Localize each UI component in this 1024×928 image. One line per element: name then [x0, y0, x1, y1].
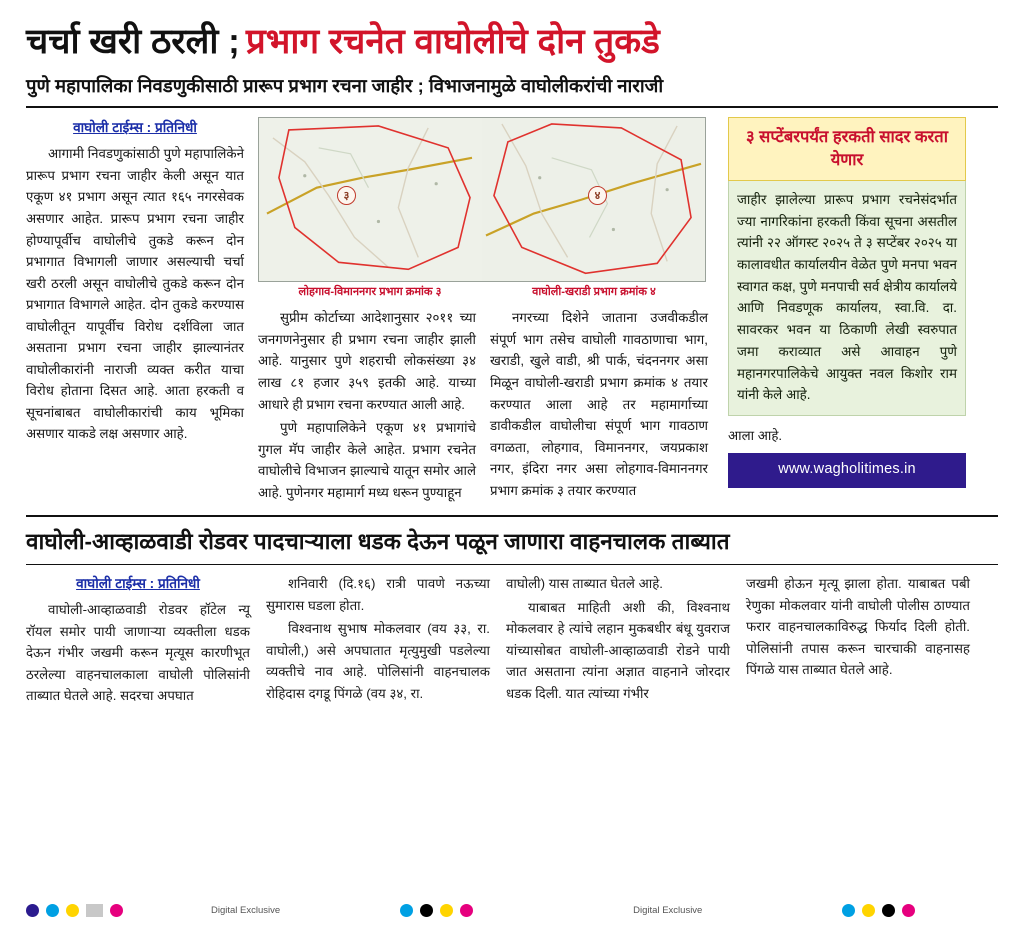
color-dot [440, 904, 453, 917]
story-two-divider [26, 564, 998, 565]
map-marker-ward-4: ४ [588, 186, 607, 205]
story-two-col3-p2: याबाबत माहिती अशी की, विश्वनाथ मोकलवार हे त्यांचे लहान मुकबधीर बंधू युवराज यांच्यासोबत वाघोली-आव्हाळवाडी रोडने पायी जात असताना त्यांना अज्ञात वाहनाने जोरदार धडक दिली. यात त्यांच्या गंभीर [506, 599, 730, 701]
map-roads-left-icon [259, 118, 482, 282]
story-two-col2-p1: शनिवारी (दि.१६) रात्री पावणे नऊच्या सुमारास घडला होता. [266, 576, 490, 613]
footer-color-dots-right [842, 904, 915, 917]
footer-color-dots-left [26, 904, 123, 917]
color-dot [460, 904, 473, 917]
color-dot [400, 904, 413, 917]
map-caption-left: लोहगाव-विमाननगर प्रभाग क्रमांक ३ [298, 286, 442, 299]
byline-story-one: वाघोली टाईम्स : प्रतिनिधी [73, 120, 197, 136]
story-two-column-4 [746, 573, 970, 683]
story-one-column-2 [258, 307, 476, 505]
map-captions [258, 284, 706, 299]
story-two-col1-text: वाघोली-आव्हाळवाडी रोडवर हॉटेल न्यू रॉयल समोर पायी जाणाऱ्या व्यक्तीला धडक देऊन गंभीर जखमी करून मृत्यूस कारणीभूत ठरलेल्या वाहनचालकाला वाघोली पोलिसांनी ताब्यात घेतले आहे. सदरचा अपघात [26, 602, 250, 704]
map-caption-right: वाघोली-खराडी प्रभाग क्रमांक ४ [532, 286, 656, 299]
footer-label-left: Digital Exclusive [211, 904, 281, 916]
story-two-col2-p2: विश्वनाथ सुभाष मोकलवार (वय ३३, रा. वाघोली,) असे अपघातात मृत्युमुखी पडलेल्या व्यक्तीचे नाव आहे. पोलिसांनी वाहनचालक रोहिदास दगडू पिंगळे (वय ३४, रा. [266, 621, 490, 701]
story-one-col3-text: नगरच्या दिशेने जाताना उजवीकडील संपूर्ण भाग तसेच वाघोली गावठाणाचा भाग, खराडी, खुले वाडी, श्री पार्क, चंदननगर असा मिळून वाघोली-खराडी प्रभाग क्रमांक ४ तयार करण्यात आला आहे तर महामार्गाच्या डावीकडील वाघोलीचा संपूर्ण भाग गावठाण वगळता, लोहगाव, विमाननगर, जयप्रकाश नगर, इंदिरा नगर असा लोहगाव-विमाननगर प्रभाग क्रमांक ३ तयार करण्यात [490, 310, 708, 498]
footer-label-right: Digital Exclusive [633, 904, 703, 916]
color-dot [46, 904, 59, 917]
color-bar [86, 904, 103, 917]
color-dot [862, 904, 875, 917]
story-one-column-1 [26, 117, 244, 446]
story-two-column-1 [26, 573, 250, 709]
story-two-body [26, 573, 998, 709]
color-dot [420, 904, 433, 917]
story-one-col2-p2: पुणे महापालिकेने एकूण ४१ प्रभागांचे गुगल मॅप जाहीर केले आहेत. प्रभाग रचनेत वाघोलीचे विभाजन झाल्याचे यातून समोर आले आहे. पुणेनगर महामार्ग मध्य धरून पुण्याहून [258, 420, 476, 500]
story-one-body [26, 117, 998, 505]
ward-map-image [258, 117, 706, 282]
color-dot [110, 904, 123, 917]
story-one-col2-p1: सुप्रीम कोर्टाच्या आदेशानुसार २०११ च्या जनगणनेनुसार ही प्रभाग रचना जाहीर झाली आहे. यानुसार पुणे शहराची लोकसंख्या ३४ लाख ८१ हजार ३५९ इतकी आहे. याच्या आधारे ही प्रभाग रचना करण्यात आली आहे. [258, 310, 476, 412]
story-two-column-2 [266, 573, 490, 706]
map-figure [258, 117, 706, 299]
headline-black-part: चर्चा खरी ठरली ; [26, 22, 240, 61]
color-dot [26, 904, 39, 917]
highlight-box [728, 117, 966, 488]
story-divider [26, 515, 998, 517]
header-divider [26, 106, 998, 108]
website-url[interactable]: www.wagholitimes.in [728, 453, 966, 487]
story-two-headline: वाघोली-आव्हाळवाडी रोडवर पादचाऱ्याला धडक देऊन पळून जाणारा वाहनचालक ताब्यात [26, 529, 730, 555]
highlight-title: ३ सप्टेंबरपर्यंत हरकती सादर करता येणार [728, 117, 966, 181]
map-panel-ward-4 [482, 118, 705, 281]
subheadline: पुणे महापालिका निवडणुकीसाठी प्रारूप प्रभाग रचना जाहीर ; विभाजनामुळे वाघोलीकरांची नाराजी [26, 75, 664, 97]
map-panel-ward-3 [259, 118, 483, 281]
color-dot [66, 904, 79, 917]
story-one-column-3 [490, 307, 708, 505]
highlight-body: जाहीर झालेल्या प्रारूप प्रभाग रचनेसंदर्भात ज्या नागरिकांना हरकती किंवा सूचना असतील त्यांनी २२ ऑगस्ट २०२५ ते ३ सप्टेंबर २०२५ या कालावधीत कार्यालयीन वेळेत पुणे मनपा भवन स्वागत कक्ष, पुणे मनपाची सर्व क्षेत्रीय कार्यालये आणि निवडणूक कार्यालय, स्वा.वि. दा. सावरकर भवन या ठिकाणी लेखी स्वरुपात जमा कराव्यात असे आवाहन पुणे महानगरपालिकेचे आयुक्त नवल किशोर राम यांनी केले आहे. [728, 181, 966, 416]
map-marker-ward-3: ३ [337, 186, 356, 205]
color-dot [902, 904, 915, 917]
footer-color-dots-mid [400, 904, 473, 917]
story-two-column-3 [506, 573, 730, 706]
story-one-continuation: आला आहे. [728, 427, 783, 443]
story-two-col4-text: जखमी होऊन मृत्यू झाला होता. याबाबत पबी रेणुका मोकलवार यांनी वाघोली पोलीस ठाण्यात फरार वाहनचालकाविरुद्ध फिर्याद दिली होती. पोलिसांनी तपास करून चारचाकी वाहनासह पिंगळे यास ताब्यात घेतले आहे. [746, 576, 970, 678]
footer-bar [0, 892, 1024, 928]
color-dot [882, 904, 895, 917]
page-title [26, 22, 998, 62]
story-two-col3-p1: वाघोली) यास ताब्यात घेतले आहे. [506, 576, 663, 592]
byline-story-two: वाघोली टाईम्स : प्रतिनिधी [76, 576, 200, 592]
headline-red-part: प्रभाग रचनेत वाघोलीचे दोन तुकडे [245, 22, 660, 61]
color-dot [842, 904, 855, 917]
story-one-col1-text: आगामी निवडणुकांसाठी पुणे महापालिकेने प्रारूप प्रभाग रचना जाहीर केली असून यात एकूण ४१ प्रभाग असून त्यात १६५ नगरसेवक असणार आहेत. प्रारूप प्रभाग रचना जाहीर होण्यापूर्वीच वाघोलीचे तुकडे करून दोन प्रभागात विभागली जाणार असल्याची चर्चा खरी ठरली असून वाघोलीचे तुकडे करून दोन प्रभागात विभागले आहेत. दोन तुकडे करण्यास वाघोलीतून यापूर्वीच विरोध दर्शविला जात असताना प्रभाग रचना जाहीर झाल्यानंतर वाघोलीकारांनी नाराजी व्यक्त करीत याचा विरोध होताना दिसत आहे. आता हरकती व सूचनांबाबत वाघोलीकारांची काय भूमिका असणार याकडे लक्ष असणार आहे. [26, 146, 244, 442]
